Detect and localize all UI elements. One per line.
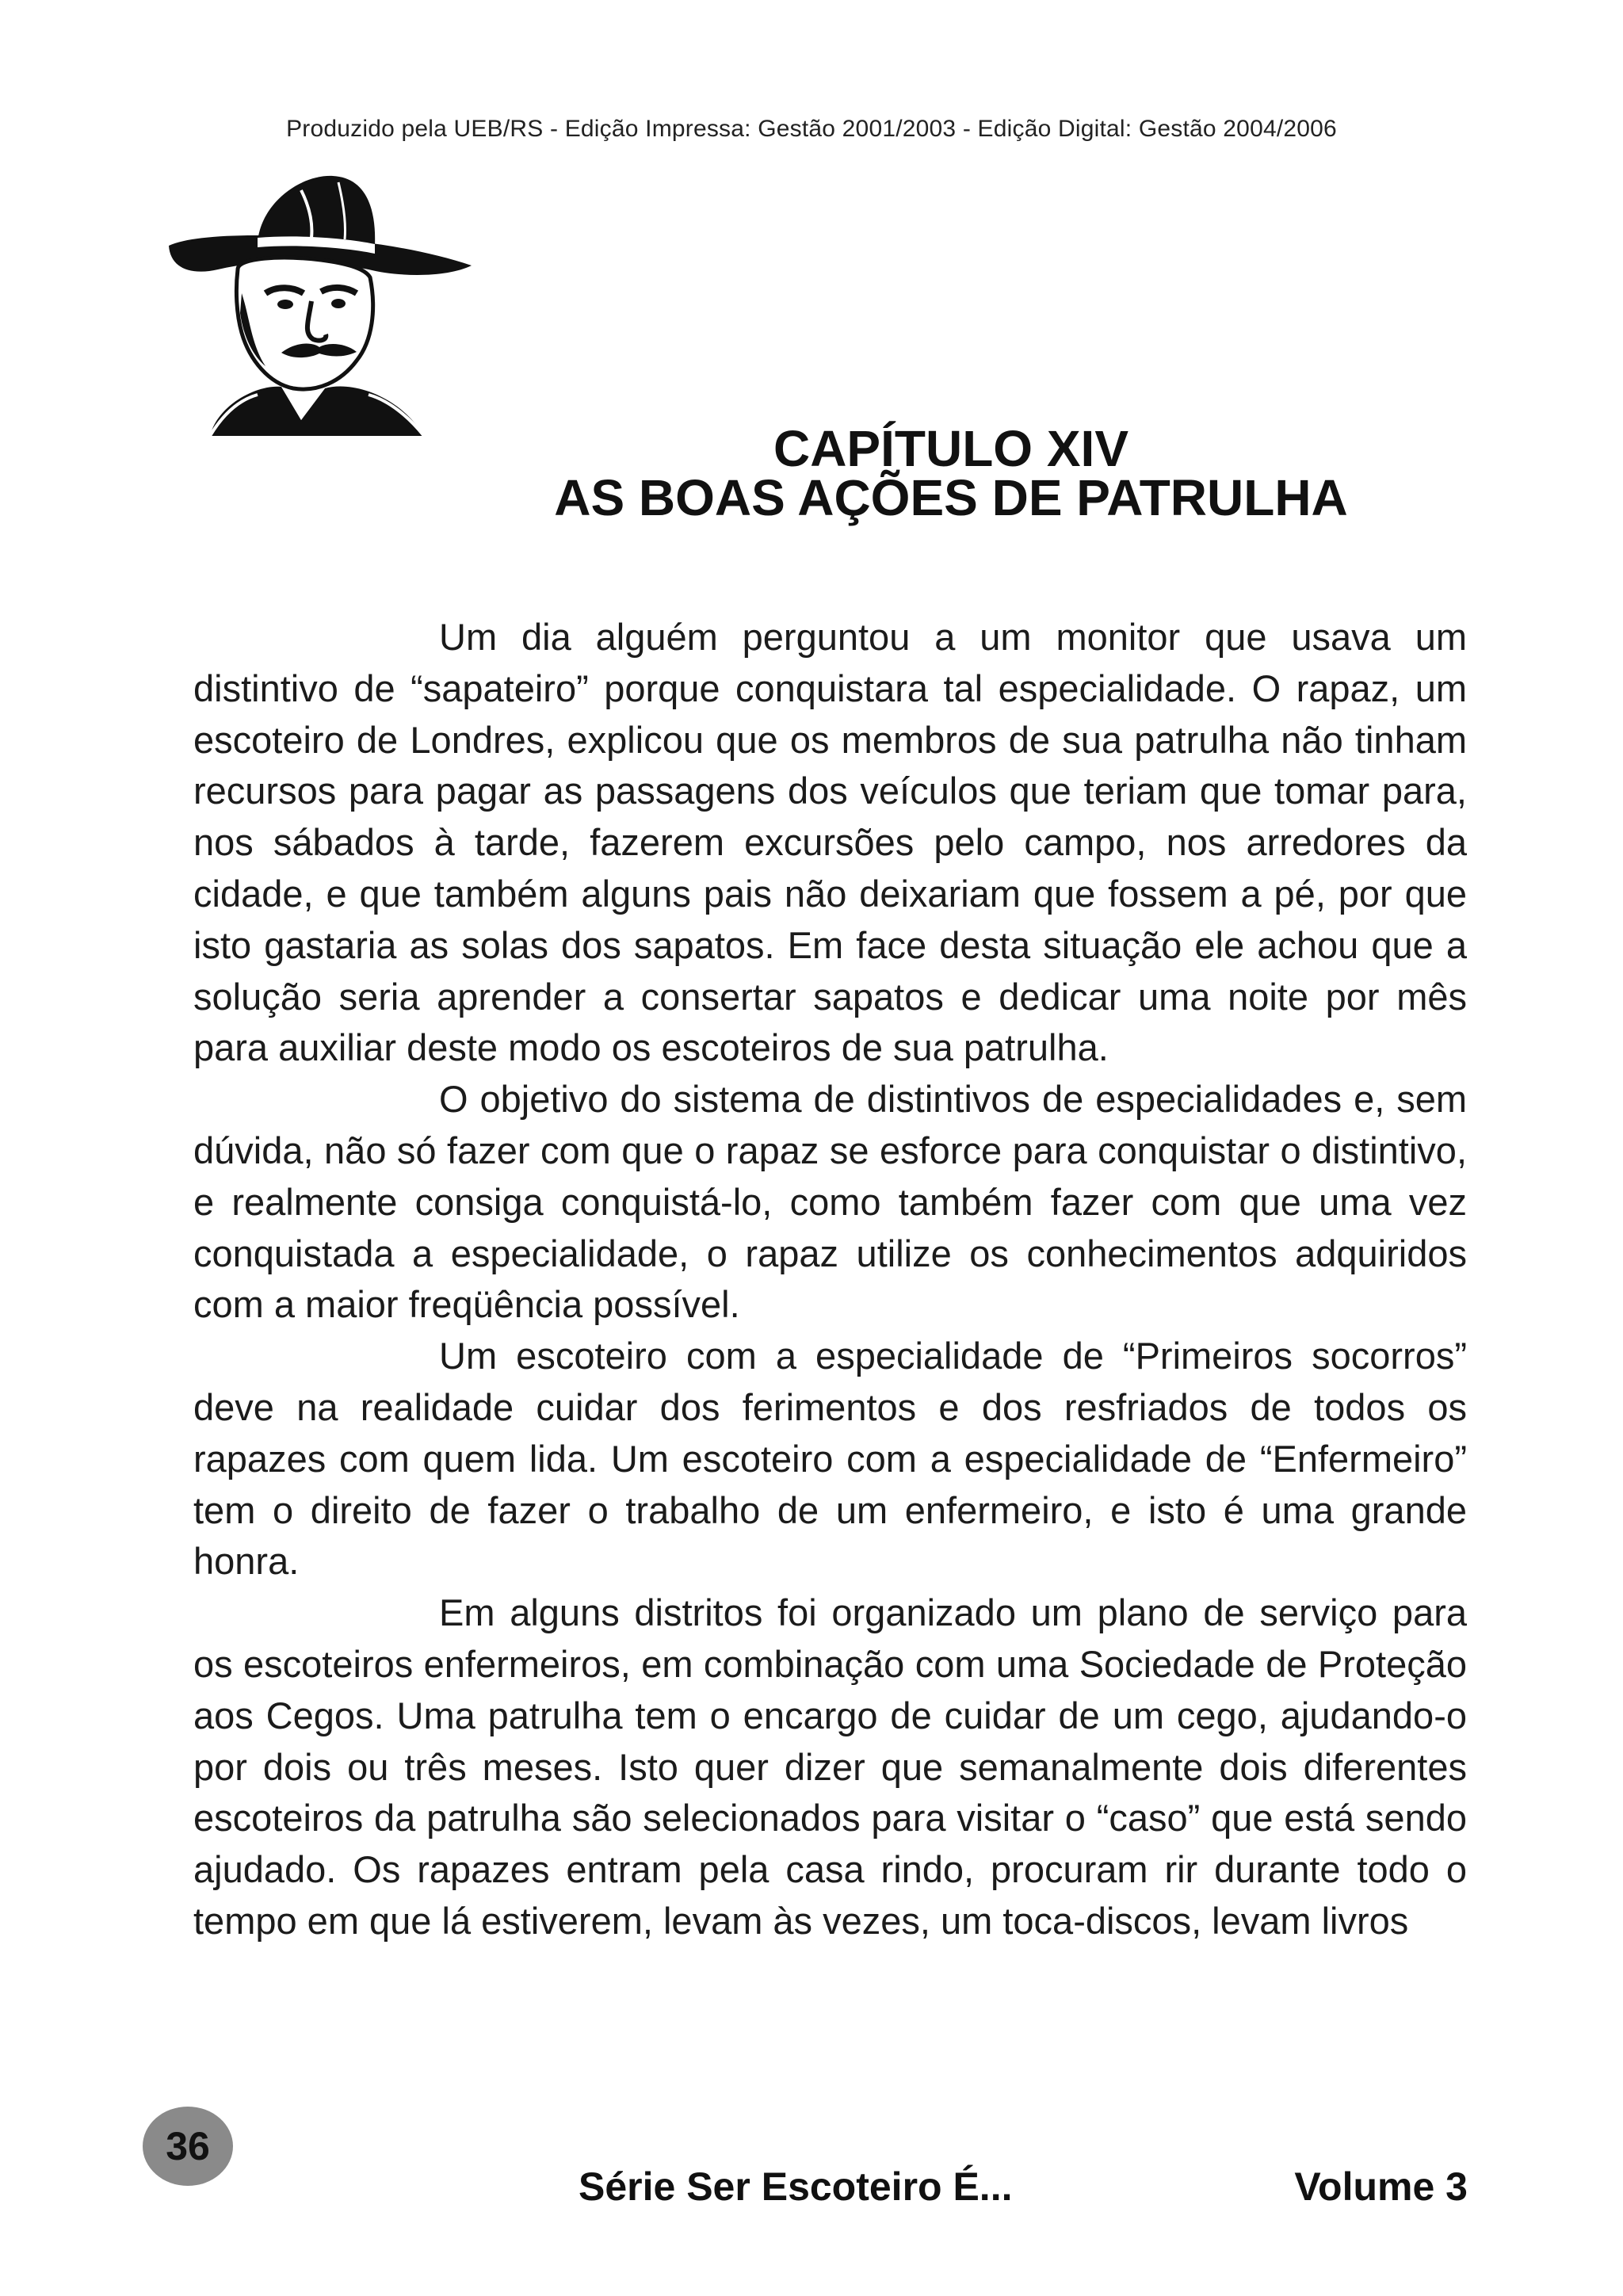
chapter-name: AS BOAS AÇÕES DE PATRULHA — [554, 469, 1348, 526]
production-note: Produzido pela UEB/RS - Edição Impressa: Gestão 2001/2003 - Edição Digital: Gestão 2004/2006 — [286, 116, 1337, 142]
paragraph: Em alguns distritos foi organizado um plano de serviço para os escoteiros enfermeiros, em combinação com uma Sociedade de Proteção aos Cegos. Uma patrulha tem o encargo de cuidar de um cego, ajudando-o por dois ou três meses. Isto quer dizer que semanalmente dois diferentes escoteiros da patrulha são selecionados para visitar o “caso” que está sendo ajudado. Os rapazes entram pela casa rindo, procuram rir durante todo o tempo em que lá estiverem, levam às vezes, um toca-discos, levam livros — [193, 1591, 1467, 1942]
page-number-badge — [143, 2107, 233, 2186]
volume-label: Volume 3 — [1294, 2164, 1468, 2209]
scout-founder-portrait — [162, 159, 479, 436]
paragraph: Um dia alguém perguntou a um monitor que usava um distintivo de “sapateiro” porque conquistara tal especialidade. O rapaz, um escoteiro de Londres, explicou que os membros de sua patrulha não tinham recursos para pagar as passagens dos veículos que teriam que tomar para, nos sábados à tarde, fazerem excursões pelo campo, nos arredores da cidade, e que também alguns pais não deixariam que fossem a pé, por que isto gastaria as solas dos sapatos. Em face desta situação ele achou que a solução seria aprender a consertar sapatos e dedicar uma noite por mês para auxiliar deste modo os escoteiros de sua patrulha. — [193, 616, 1467, 1069]
paragraph: Um escoteiro com a especialidade de “Primeiros socorros” deve na realidade cuidar dos ferimentos e dos resfriados de todos os rapazes com quem lida. Um escoteiro com a especialidade de “Enfermeiro” tem o direito de fazer o trabalho de um enfermeiro, e isto é uma grande honra. — [193, 1335, 1467, 1583]
series-title: Série Ser Escoteiro É... — [579, 2164, 1013, 2209]
chapter-number: CAPÍTULO XIV — [773, 420, 1129, 477]
chapter-title — [475, 420, 1426, 526]
body-text — [193, 612, 1467, 1947]
paragraph: O objetivo do sistema de distintivos de especialidades e, sem dúvida, não só fazer com que o rapaz se esforce para conquistar o distintivo, e realmente consiga conquistá-lo, como também fazer com que uma vez conquistada a especialidade, o rapaz utilize os conhecimentos adquiridos com a maior freqüência possível. — [193, 1078, 1467, 1326]
page-number: 36 — [166, 2124, 210, 2168]
